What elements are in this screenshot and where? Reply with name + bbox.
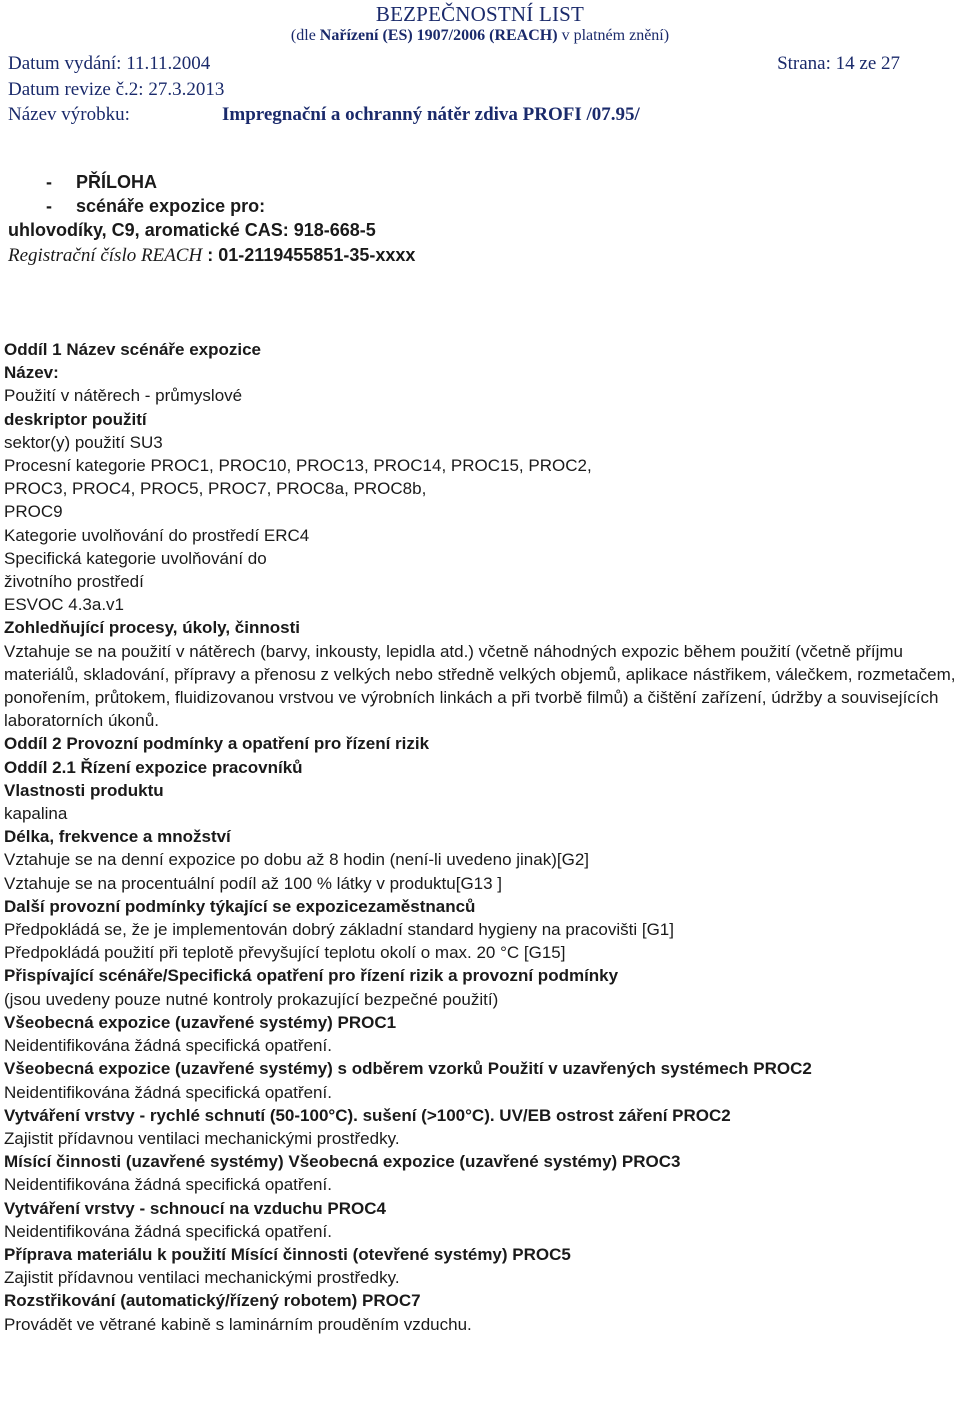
duration-title: Délka, frekvence a množství [4,827,231,847]
duration-line-1: Vztahuje se na denní expozice po dobu až 8 hodin (není-li uvedeno jinak)[G2] [4,850,590,870]
name-value: Použití v nátěrech - průmyslové [4,386,243,406]
process-categories-line-2: PROC3, PROC4, PROC5, PROC7, PROC8a, PROC8b, [4,479,427,499]
name-label: Název: [4,363,59,383]
document-title: BEZPEČNOSTNÍ LIST [375,2,585,26]
reach-number: : 01-2119455851-35-xxxx [202,245,416,265]
subtitle-regulation: Nařízení (ES) 1907/2006 (REACH) [319,27,558,44]
environmental-release-category: Kategorie uvolňování do prostředí ERC4 [4,525,310,545]
proc3-title: Mísící činnosti (uzavřené systémy) Všeobecná expozice (uzavřené systémy) PROC3 [4,1152,681,1172]
reach-label: Registrační číslo REACH [8,245,203,266]
proc1-text: Neidentifikována žádná specifická opatření. [4,1036,332,1056]
annex-scenario-heading: - scénáře expozice pro: [46,196,266,216]
reach-registration [0,242,960,269]
duration-line-2: Vztahuje se na procentuální podíl až 100 % látky v produktu[G13 ] [4,873,503,893]
proc4-title: Vytváření vrstvy - schnoucí na vzduchu PROC4 [4,1198,386,1218]
product-label: Název výrobku: [8,104,130,125]
contributing-scenarios-note: (jsou uvedeny pouze nutné kontroly prokazující bezpečné použití) [4,989,499,1009]
operating-conditions-title: Další provozní podmínky týkající se expozicezaměstnanců [4,896,476,916]
contributing-scenarios-title: Přispívající scénáře/Specifická opatření pro řízení rizik a provozní podmínky [4,966,619,986]
annex-block [0,170,960,269]
proc2-title: Všeobecná expozice (uzavřené systémy) s odběrem vzorků Použití v uzavřených systémech PROC2 [4,1059,812,1079]
document-header [0,0,960,132]
processes-title: Zohledňující procesy, úkoly, činnosti [4,618,300,638]
proc7-text: Provádět ve větrané kabině s laminárním prouděním vzduchu. [4,1314,472,1334]
product-properties-title: Vlastnosti produktu [4,780,164,800]
revision-date: Datum revize č.2: 27.3.2013 [8,79,225,100]
section-2-title: Oddíl 2 Provozní podmínky a opatření pro řízení rizik [4,734,430,754]
operating-conditions-line-2: Předpokládá použití při teplotě převyšující teplotu okolí o max. 20 °C [G15] [4,943,566,963]
product-name: Impregnační a ochranný nátěr zdiva PROFI /07.95/ [222,104,640,125]
subtitle-prefix: (dle [290,27,320,44]
proc5-title: Příprava materiálu k použití Mísící činnosti (otevřené systémy) PROC5 [4,1244,571,1264]
operating-conditions-line-1: Předpokládá se, že je implementován dobrý základní standard hygieny na pracovišti [G1] [4,920,674,940]
proc3-text: Neidentifikována žádná specifická opatření. [4,1175,332,1195]
specific-release-category-line-2: životního prostředí [4,572,144,592]
process-categories-line-1: Procesní kategorie PROC1, PROC10, PROC13, PROC14, PROC15, PROC2, [4,456,592,476]
section-1-title: Oddíl 1 Název scénáře expozice [4,340,262,359]
descriptor-label: deskriptor použití [4,409,147,429]
proc7-title: Rozstřikování (automatický/řízený robotem) PROC7 [4,1291,421,1311]
process-categories-line-3: PROC9 [4,502,63,522]
proc1-title: Všeobecná expozice (uzavřené systémy) PROC1 [4,1012,397,1032]
proc2-text: Neidentifikována žádná specifická opatření. [4,1082,332,1102]
document-subtitle [0,27,960,45]
annex-heading: - PŘÍLOHA [46,172,157,192]
fast-drying-title: Vytváření vrstvy - rychlé schnutí (50-100°C). sušení (>100°C). UV/EB ostrost záření PROC2 [4,1105,731,1125]
specific-release-category-line-1: Specifická kategorie uvolňování do [4,548,267,568]
sector-of-use: sektor(y) použití SU3 [4,432,163,452]
fast-drying-text: Zajistit přídavnou ventilaci mechanickými prostředky. [4,1128,400,1148]
proc5-text: Zajistit přídavnou ventilaci mechanickými prostředky. [4,1268,400,1288]
subtitle-suffix: v platném znění) [557,27,670,44]
product-properties-value: kapalina [4,804,68,824]
processes-text: Vztahuje se na použití v nátěrech (barvy, inkousty, lepidla atd.) včetně náhodných expozic během použití (včetně příjmu materiálů, skladování, přípravy a přenosu z velkých nebo středně velkých objemů, aplikace nástřikem, válečkem, rozmetačem, ponořením, průtokem, fluidizovanou vrstvou ve výrobních linkách a při tvorbě filmů) a čištění zařízení, údržby a souvisejících laboratorních úkonů. [4,641,956,731]
proc4-text: Neidentifikována žádná specifická opatření. [4,1221,332,1241]
specific-release-category-line-3: ESVOC 4.3a.v1 [4,595,125,615]
substance-name: uhlovodíky, C9, aromatické CAS: 918-668-5 [8,220,376,240]
issue-date: Datum vydání: 11.11.2004 [8,53,211,74]
section-2-1-title: Oddíl 2.1 Řízení expozice pracovníků [4,757,303,777]
exposure-scenario-body [4,338,956,1336]
page-number: Strana: 14 ze 27 [777,53,900,74]
